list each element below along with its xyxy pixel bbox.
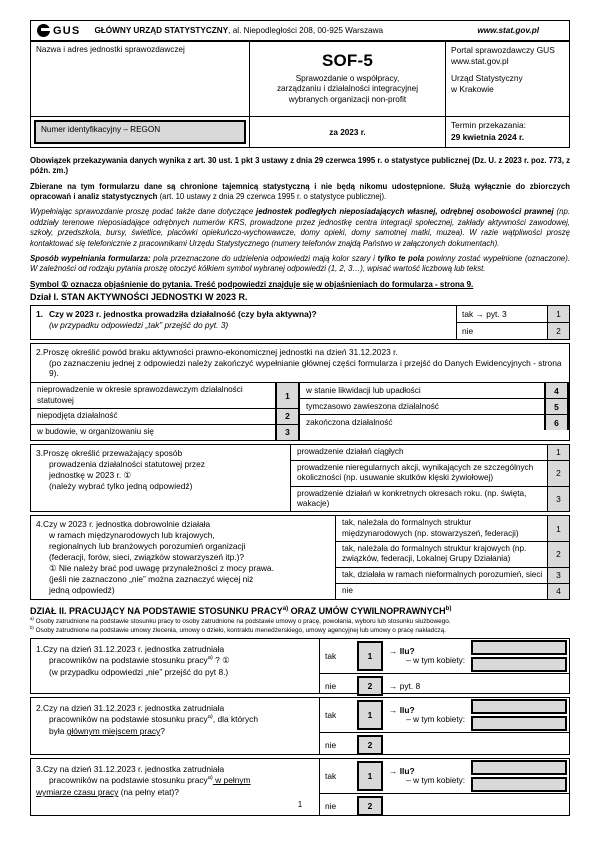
footnote-b-marker: b) [30, 624, 34, 630]
option-code-box[interactable]: 4 [544, 383, 569, 398]
legal-notes [30, 156, 570, 275]
regon-input-field[interactable] [34, 120, 246, 144]
total-count-input[interactable] [471, 699, 567, 714]
answer-yes-row[interactable] [320, 759, 569, 793]
answer-yes-row[interactable] [320, 698, 569, 732]
question-2-2-number: 2. [36, 702, 43, 713]
deadline-label: Termin przekazania: [451, 120, 526, 130]
total-count-input[interactable] [471, 640, 567, 655]
section-2-heading [30, 606, 570, 616]
option-label: prowadzenie działań w konkretnych okresach roku. (np. święta, wakacje) [297, 488, 527, 508]
women-count-label: – w tym kobiety: [406, 715, 465, 725]
option-label: niepodjęta działalność [37, 411, 118, 421]
question-2-1-line-2-b: ? ① [212, 655, 230, 666]
question-1-3-block [30, 444, 570, 512]
question-1-2-block [30, 343, 570, 441]
gus-logo-wordmark: GUS [53, 24, 81, 37]
regon-label: Numer identyfikacyjny – REGON [41, 125, 161, 134]
gus-logo-icon [37, 24, 50, 37]
question-1-2-options [31, 382, 569, 440]
answer-no-code-box[interactable]: 2 [357, 735, 383, 755]
unit-name-address-label: Nazwa i adres jednostki sprawozdawczej [36, 45, 185, 54]
option-code-box[interactable]: 6 [544, 415, 569, 430]
question-1-4-hint-3: jedną odpowiedź) [49, 584, 115, 595]
option-code-box[interactable]: 3 [547, 487, 569, 512]
question-2-2-line-1: Czy na dzień 31.12.2023 r. jednostka zatrudniała [43, 702, 225, 713]
option-label: tymczasowo zawieszona działalność [306, 401, 439, 411]
question-2-2-line-2-b: , dla których [212, 714, 258, 725]
section-2-footnotes [30, 617, 570, 635]
option-code-box[interactable]: 2 [275, 409, 300, 424]
question-1-4-options [335, 516, 569, 598]
option-label: tak, działała w ramach nieformalnych porozumień, sieci [342, 569, 543, 579]
legal-p4-emph: tylko te pola [377, 253, 425, 263]
option-label: w budowie, w organizowaniu się [37, 427, 154, 437]
question-1-2-label: Proszę określić powód braku aktywności prawno-ekonomicznej jednostki na dzień 31.12.2023 r. [43, 346, 398, 357]
question-2-1-number: 1. [36, 643, 43, 654]
question-1-2-hint-c: ). [53, 368, 59, 379]
question-1-1-hint: (w przypadku odpowiedzi „tak” przejść do pyt. 3) [49, 319, 229, 330]
answer-yes-code-box[interactable]: 1 [357, 761, 383, 791]
option-code-box[interactable]: 1 [547, 516, 569, 541]
legal-paragraph-3 [30, 207, 570, 248]
footnote-b-text: Osoby zatrudnione na podstawie umowy zlecenia, umowy o dzieło, kontraktu menedżerskiego, umowy agencyjnej lub umowy o pracę nakładczą. [33, 626, 446, 634]
legal-p4-lead: Sposób wypełniania formularza: [30, 253, 151, 263]
unit-name-address-cell[interactable] [31, 42, 250, 117]
women-count-input[interactable] [471, 716, 567, 731]
section-2-title-a: DZIAŁ II. PRACUJĄCY NA PODSTAWIE STOSUNKU PRACY [30, 605, 283, 616]
office-name-address [94, 26, 477, 35]
question-2-2-line-2-a: pracowników na podstawie stosunku pracy [49, 714, 208, 725]
form-title-line-1: Sprawozdanie o współpracy, [295, 74, 400, 83]
legal-p1-bold: Obowiązek przekazywania danych wynika z art. 30 ust. 1 pkt 3 ustawy z dnia 29 czerwca 1995 r. o statystyce publicznej [30, 156, 470, 165]
answer-no-label: nie [325, 800, 337, 811]
question-2-3-emphasis-1: w pełnym [212, 775, 251, 786]
option-code-box[interactable]: 4 [547, 584, 569, 599]
count-question-label: → Ilu? [389, 646, 415, 657]
question-1-1-number: 1. [36, 308, 43, 319]
legal-paragraph-1 [30, 156, 570, 177]
office-name: GŁÓWNY URZĄD STATYSTYCZNY [94, 26, 229, 35]
legal-p2-bold: Zbierane na tym formularzu dane są chronione tajemnicą statystyczną i nie będą nikomu udostępnione. Służą wyłącznie do zbiorczych opracowań i analiz statystycznych [30, 181, 570, 202]
portal-label: Portal sprawozdawczy GUS [451, 45, 555, 55]
option-row[interactable] [300, 398, 569, 414]
question-1-3-text [31, 445, 290, 511]
question-2-3-line-3 [36, 787, 179, 797]
deadline-date: 29 kwietnia 2024 r. [451, 131, 525, 142]
question-1-4-hint-2: (jeśli nie zaznaczono „nie” można zaznaczyć więcej niż [49, 573, 254, 584]
option-label: nie [342, 585, 353, 595]
legal-p4-d: powinny zostać wypełnione (oznaczone). W zależności od rodzaju pytania proszę otoczyć kółkiem symbol wybranej odpowiedzi (1, 2, 3…), wpisać wartość liczbową lub tekst. [30, 253, 571, 274]
identity-table [30, 41, 570, 148]
section-1-heading: Dział I. STAN AKTYWNOŚCI JEDNOSTKI W 2023 R. [30, 291, 248, 302]
section-2-footnote-ref-a: a) [282, 604, 289, 612]
legal-p3-bold: jednostek podległych nieposiadających własnej, odrębnej osobowości prawnej [256, 207, 554, 217]
portal-url[interactable]: www.stat.gov.pl [451, 56, 509, 67]
form-title-line-2: zarządzaniu i działalności integracyjnej [276, 84, 419, 94]
answer-yes-label: tak [325, 770, 337, 781]
answer-option[interactable] [457, 306, 569, 322]
regon-cell [31, 117, 250, 148]
option-row[interactable] [291, 486, 569, 512]
answer-input-column [471, 698, 569, 732]
reporting-year-cell [250, 117, 446, 148]
form-code: SOF-5 [321, 51, 374, 70]
identity-row-top [31, 42, 570, 117]
question-2-3-line-2-a: pracowników na podstawie stosunku pracy [49, 775, 208, 786]
question-2-1-line-2 [36, 655, 315, 667]
question-2-1-line-2-a: pracowników na podstawie stosunku pracy [49, 655, 208, 666]
question-2-3-line-3-b: (na pełny etat)? [118, 787, 179, 797]
question-1-1-text [31, 306, 456, 339]
answer-yes-label: tak [325, 709, 337, 720]
reporting-year-label: za 2023 r. [329, 127, 366, 137]
question-2-2-emphasis: głównym miejscem pracy [66, 726, 161, 736]
option-code-box[interactable]: 1 [547, 445, 569, 460]
legal-paragraph-2 [30, 182, 570, 203]
option-code-box[interactable]: 3 [275, 425, 300, 440]
option-label: zakończona działalność [306, 417, 393, 427]
answer-label: nie [462, 325, 474, 336]
option-row[interactable] [336, 567, 569, 583]
answer-no-code-box[interactable]: 2 [357, 796, 383, 816]
question-2-3-emphasis-2: wymiarze czasu pracy [36, 787, 119, 797]
women-count-input[interactable] [471, 657, 567, 672]
question-1-4-line-4: (federacji, forów, sieci, związków stowarzyszeń itp.)? [49, 551, 245, 562]
option-row[interactable] [336, 583, 569, 599]
page-number: 1 [297, 800, 303, 809]
question-1-1-block [30, 305, 570, 340]
answer-no-label: nie [325, 680, 337, 691]
office-address: , al. Niepodległości 208, 00-925 Warszawa [228, 26, 384, 35]
question-2-3-number: 3. [36, 763, 43, 774]
form-title-line-3: wybranych organizacji non-profit [288, 94, 407, 104]
option-label: tak, należała do formalnych struktur krajowych (np. związków, federacji, Lokalnej Grupy Działania) [342, 543, 527, 564]
answer-no-row[interactable] [320, 673, 569, 698]
footnote-b [30, 626, 570, 635]
question-2-1-line-1: Czy na dzień 31.12.2023 r. jednostka zatrudniała [43, 643, 225, 654]
question-1-1-answers [456, 306, 569, 339]
deadline-cell [446, 117, 570, 148]
question-1-2-options-left [31, 382, 300, 440]
answer-no-row[interactable] [320, 732, 569, 757]
count-question-label: → Ilu? [389, 705, 415, 716]
gus-website-link[interactable]: www.stat.gov.pl [477, 26, 539, 35]
question-2-3-line-1: Czy na dzień 31.12.2023 r. jednostka zatrudniała [43, 763, 225, 774]
question-1-4-number: 4. [36, 519, 43, 530]
answer-yes-code-box[interactable]: 1 [357, 700, 383, 730]
statistical-office-line-1: Urząd Statystyczny [451, 72, 523, 83]
question-1-3-hint: (należy wybrać tylko jedną odpowiedź) [49, 480, 193, 491]
answer-yes-label: tak [325, 650, 337, 661]
form-title [255, 74, 440, 105]
option-label: nieprowadzenie w okresie sprawozdawczym działalności statutowej [37, 385, 243, 405]
answer-input-column [471, 759, 569, 793]
question-2-2-block [30, 697, 570, 755]
women-count-label: – w tym kobiety: [406, 656, 465, 666]
women-count-label: – w tym kobiety: [406, 776, 465, 786]
option-label: tak, należała do formalnych struktur międzynarodowych (np. stowarzyszeń, federacji) [342, 518, 519, 538]
symbol-explanation-note: Symbol ① oznacza objaśnienie do pytania. Treść podpowiedzi znajduje się w objaśnieniach do formularza - strona 9. [30, 279, 474, 289]
question-1-4-block [30, 515, 570, 599]
answer-yes-row[interactable] [320, 639, 569, 673]
question-2-2-line-3-c: ? [160, 726, 165, 736]
answer-no-code-box[interactable]: 2 [357, 676, 383, 696]
question-1-1-label: Czy w 2023 r. jednostka prowadziła działalność (czy była aktywna)? [49, 308, 317, 319]
question-1-2-text [31, 344, 569, 383]
answer-option[interactable] [457, 322, 569, 339]
option-row[interactable] [31, 424, 300, 440]
question-2-2-footnote-ref: a) [207, 714, 213, 721]
question-1-3-line-3: jednostkę w 2023 r. ① [49, 469, 131, 480]
option-row[interactable] [31, 408, 300, 424]
question-1-2-hint-page: - strona 9 [49, 357, 562, 379]
legal-p2-norm: (art. 10 ustawy z dnia 29 czerwca 1995 r. o statystyce publicznej). [157, 192, 387, 202]
option-code-box[interactable]: 1 [275, 383, 300, 408]
question-2-1-answers [319, 639, 569, 693]
legal-p3-c: (np. oddziały terenowe nieposiadające odrębnych numerów KRS, prowadzone przez jednostkę centra integracji społecznej, zakłady aktywności zawodowej, szkoły, przedszkola, bursy, świetlice, placówki opiekuńczo-wychowawcze, domy opieki, domy samotnej matki, muzea). W razie wątpliwości proszę kontaktować się telefonicznie z pracownikami Urzędu Statystycznego (numery telefonów znajdą Państwo w załączonych dokumentach). [30, 207, 570, 248]
answer-input-column [471, 639, 569, 673]
question-2-2-line-2 [36, 714, 315, 726]
statistical-office-line-2: w Krakowie [451, 84, 494, 95]
question-1-2-number: 2. [36, 346, 43, 357]
count-question-label: → Ilu? [389, 766, 415, 777]
portal-info-cell [446, 42, 570, 117]
question-1-4-line-1: Czy w 2023 r. jednostka dobrowolnie działała [43, 519, 211, 530]
answer-code-box[interactable]: 2 [547, 323, 569, 339]
question-1-4-line-3: regionalnych lub branżowych porozumień organizacji [49, 541, 246, 552]
question-1-4-text [31, 516, 335, 598]
question-1-2-hint [36, 358, 564, 380]
option-code-box[interactable]: 5 [544, 399, 569, 414]
answer-label: tak → pyt. 3 [462, 308, 507, 319]
option-row[interactable] [291, 445, 569, 460]
option-row[interactable] [300, 382, 569, 398]
legal-paragraph-4 [30, 254, 570, 275]
question-1-4-line-2: w ramach międzynarodowych lub krajowych, [49, 530, 215, 541]
women-count-input[interactable] [471, 777, 567, 792]
option-row[interactable] [291, 460, 569, 486]
answer-code-box[interactable]: 1 [547, 306, 569, 322]
question-1-2-hint-a: (po zaznaczeniu jednej z odpowiedzi należy zakończyć wypełnianie głównej części formularza i przejść do Danych Ewidencyjnych [49, 357, 534, 368]
question-1-3-line-1: Proszę określić przeważający sposób [43, 447, 183, 458]
answer-no-label: nie [325, 739, 337, 750]
question-2-2-line-3-a: była [49, 726, 67, 736]
footnote-a-marker: a) [30, 615, 34, 621]
section-2-title-b: ORAZ UMÓW CYWILNOPRAWNYCH [288, 605, 446, 616]
question-2-1-footnote-ref: a) [207, 655, 213, 662]
legal-p3-a: Wypełniając sprawozdanie proszę podać także dane dotyczące [30, 207, 257, 217]
question-1-2-options-right [300, 382, 569, 440]
question-2-3-line-2 [36, 775, 315, 787]
option-row[interactable] [336, 541, 569, 567]
option-row[interactable] [300, 414, 569, 430]
question-1-3-options [290, 445, 569, 511]
question-2-1-block [30, 638, 570, 694]
option-label: prowadzenie nieregularnych akcji, wynikających ze szczególnych okoliczności (np. usuwanie skutków klęski żywiołowej) [297, 462, 534, 483]
option-row[interactable] [31, 382, 300, 408]
question-2-1-hint: (w przypadku odpowiedzi „nie” przejść do pyt 8.) [49, 667, 229, 677]
goto-question-label: → pyt. 8 [389, 680, 421, 691]
question-2-2-line-3 [36, 726, 315, 738]
question-2-1-text [31, 639, 319, 693]
identity-row-bottom [31, 117, 570, 148]
form-code-cell [250, 42, 446, 117]
answer-yes-code-box[interactable]: 1 [357, 641, 383, 671]
total-count-input[interactable] [471, 760, 567, 775]
footnote-a-text: Osoby zatrudnione na podstawie stosunku pracy to osoby zatrudnione na podstawie umowy o pracę, powołania, wyboru lub stosunku służbowego. [33, 617, 451, 625]
question-2-2-answers [319, 698, 569, 754]
option-code-box[interactable]: 2 [547, 542, 569, 567]
footnote-a [30, 617, 570, 626]
option-label: w stanie likwidacji lub upadłości [306, 385, 421, 395]
option-row[interactable] [336, 516, 569, 541]
section-2-footnote-ref-b: b) [445, 604, 452, 612]
question-1-3-number: 3. [36, 447, 43, 458]
question-2-3-footnote-ref: a) [207, 775, 213, 782]
question-1-3-line-2: prowadzenia działalności statutowej przez [49, 458, 205, 469]
option-code-box[interactable]: 3 [547, 568, 569, 583]
legal-p4-b: pola przeznaczone do udzielenia odpowiedzi mają kolor szary i [150, 253, 378, 263]
question-1-4-hint-1: ① Nie należy brać pod uwagę przynależności z mocy prawa. [49, 562, 274, 573]
option-code-box[interactable]: 2 [547, 461, 569, 486]
legal-p1-journal: (Dz. U. z 2023 r. poz. 773, z późn. zm.) [30, 156, 571, 176]
gus-header-bar [30, 20, 570, 41]
option-label: prowadzenie działań ciągłych [297, 447, 404, 457]
question-2-2-text [31, 698, 319, 754]
